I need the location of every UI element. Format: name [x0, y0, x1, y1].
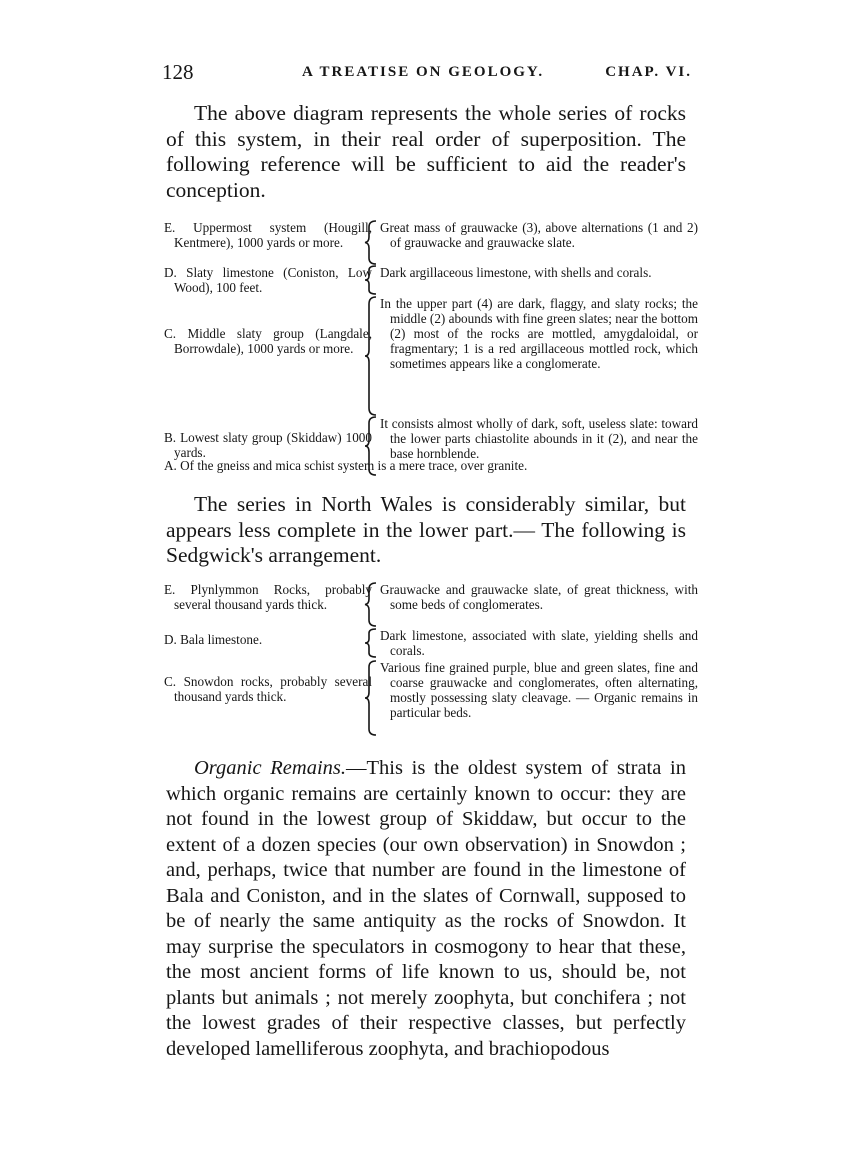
stratum-description: In the upper part (4) are dark, flaggy, and slaty rocks; the middle (2) abounds with fine green slates; near the bottom (2) most of the rocks are mottled, amygdaloidal, or fragmentary; 1 is a red argillaceous mottled rock, which sometimes appears like a conglomerate. [380, 296, 698, 371]
north-wales-paragraph-text: The series in North Wales is considerably similar, but appears less complete in the lower part.— The following is Sedgwick's arrangement. [166, 492, 686, 567]
stratum-description: Grauwacke and grauwacke slate, of great thickness, with some beds of conglomerates. [380, 582, 698, 612]
organic-remains-paragraph [166, 756, 686, 1062]
brace-icon [364, 296, 378, 416]
stratum-name: C. Snowdon rocks, probably several thousand yards thick. [164, 674, 372, 704]
table-row [164, 582, 698, 628]
stratum-description: Great mass of grauwacke (3), above alternations (1 and 2) of grauwacke and grauwacke slate. [380, 220, 698, 250]
north-wales-paragraph [166, 492, 686, 569]
table-row [164, 265, 688, 296]
page-header [162, 60, 692, 90]
page-number: 128 [162, 60, 194, 84]
stratum-name: B. Lowest slaty group (Skiddaw) 1000 yards. [164, 430, 372, 460]
table-row [164, 660, 698, 738]
intro-paragraph [166, 101, 686, 203]
stratum-description: Dark argillaceous limestone, with shells and corals. [380, 265, 652, 280]
brace-icon [364, 628, 378, 658]
north-wales-strata-table [164, 582, 698, 738]
table-footnote: A. Of the gneiss and mica schist system is a mere trace, over granite. [164, 458, 528, 473]
organic-remains-heading: Organic Remains. [194, 757, 347, 779]
organic-remains-text: —This is the oldest system of strata in which organic remains are certainly known to occur: they are not found in the lowest group of Skiddaw, but occur to the extent of a dozen species (our own observation) in Snowdon ; and, perhaps, twice that number are found in the limestone of Bala and Coniston, and in the slates of Cornwall, supposed to be of nearly the same antiquity as the rocks of Snowdon. It may surprise the speculators in cosmogony to hear that these, the most ancient forms of life known to us, should be, not plants but animals ; not merely zoophyta, but conchifera ; not the lowest grades of their respective classes, but perfectly developed lamelliferous zoophyta, and brachiopodous [166, 757, 686, 1060]
chapter-label: CHAP. VI. [605, 64, 692, 80]
stratum-description: Various fine grained purple, blue and green slates, fine and coarse grauwacke and conglomerates, often alternating, mostly possessing slaty cleavage. — Organic remains in particular beds. [380, 660, 698, 720]
brace-icon [364, 582, 378, 627]
stratum-name: D. Bala limestone. [164, 632, 263, 647]
brace-icon [364, 220, 378, 265]
lake-district-strata-table [164, 220, 698, 478]
stratum-name: E. Plynlymmon Rocks, probably several thousand yards thick. [164, 582, 372, 612]
brace-icon [364, 265, 378, 295]
stratum-description: Dark limestone, associated with slate, yielding shells and corals. [380, 628, 698, 658]
stratum-name: E. Uppermost system (Hougill, Kentmere), 1000 yards or more. [164, 220, 372, 250]
intro-paragraph-text: The above diagram represents the whole series of rocks of this system, in their real order of superposition. The following reference will be sufficient to aid the reader's conception. [166, 101, 686, 202]
brace-icon [364, 660, 378, 736]
stratum-name: D. Slaty limestone (Coniston, Low Wood), 100 feet. [164, 265, 372, 295]
running-title: A TREATISE ON GEOLOGY. [302, 64, 545, 80]
stratum-description: It consists almost wholly of dark, soft, useless slate: toward the lower parts chiastolite abounds in it (2), and near the base hornblende. [380, 416, 698, 461]
table-row [164, 220, 698, 266]
table-row [164, 628, 698, 660]
table-row [164, 296, 698, 417]
stratum-name: C. Middle slaty group (Langdale, Borrowdale), 1000 yards or more. [164, 326, 372, 356]
